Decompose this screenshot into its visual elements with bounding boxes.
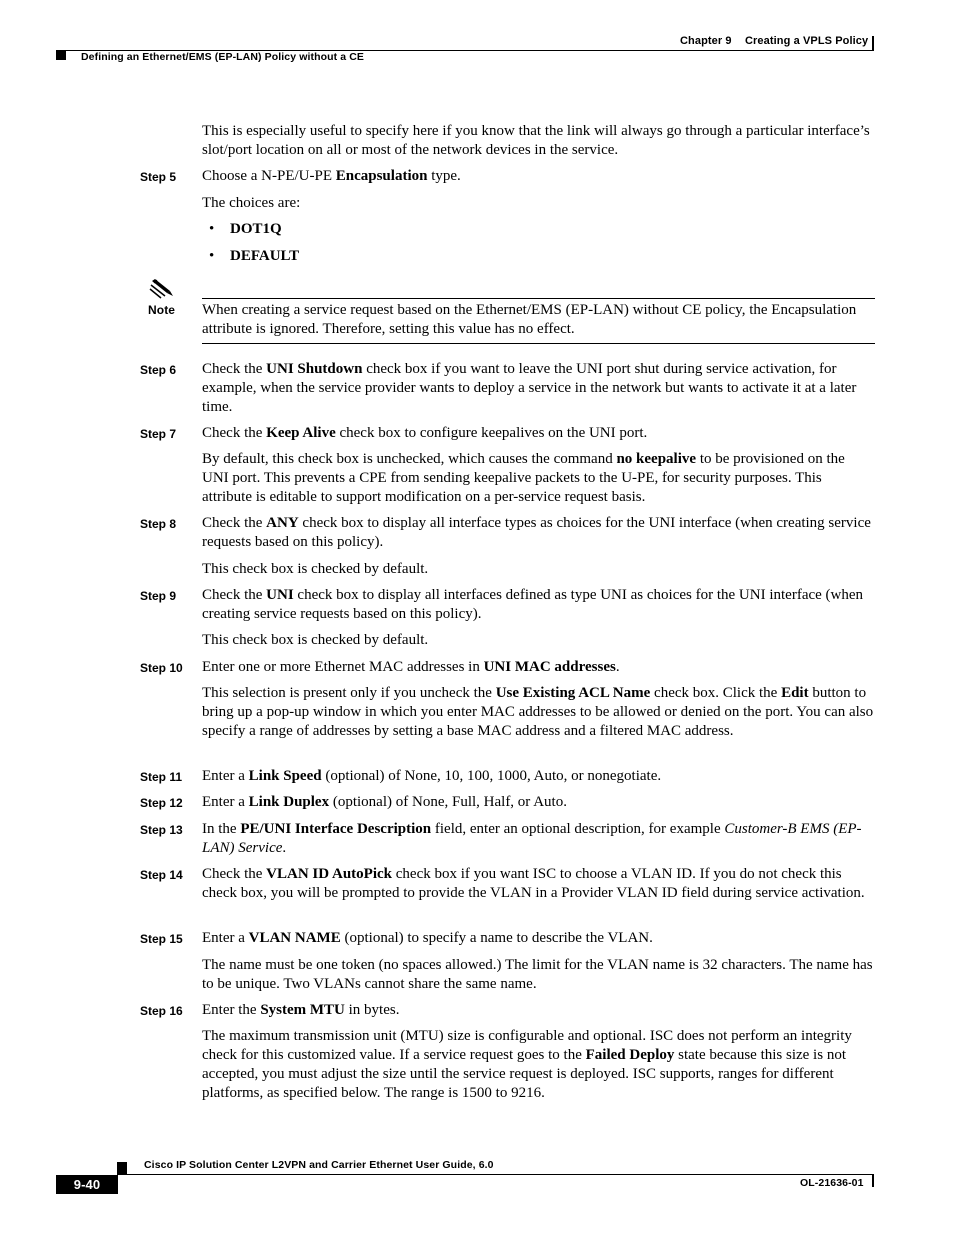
footer-right-tick [872,1175,874,1187]
step-6-text: Check the UNI Shutdown check box if you want to leave the UNI port shut during service activation, for example, when the service provider wants to deploy a service in the network but wants to activate it at a later time. [202,361,857,415]
step-14-label: Step 14 [140,868,183,882]
step-5-text: Choose a N-PE/U-PE Encapsulation type. [202,168,461,184]
intro-paragraph: This is especially useful to specify here if you know that the link will always go through a particular interface’s slot/port location on all or most of the network devices in the service. [202,123,870,158]
step-11-label: Step 11 [140,770,183,784]
step-9-text: Check the UNI check box to display all interfaces defined as type UNI as choices for the UNI interface (when creating service requests based on this policy). [202,587,864,622]
note-bottom-rule [202,343,875,344]
bullet-dot: • [209,221,215,237]
note-label: Note [148,303,176,317]
note-text: When creating a service request based on the Ethernet/EMS (EP-LAN) without CE policy, the Encapsulation attribute is ignored. Therefore, setting this value has no effect. [202,302,857,337]
step-16-sub: The maximum transmission unit (MTU) size is configurable and optional. ISC does not perform an integrity check for this customized value. If a service request goes to the Failed Deploy state because this size is not accepted, you must adjust the size until the service request is deployed. ISC supports, ranges for different platforms, as specified below. The range is 1500 to 9216. [202,1028,852,1101]
header-chapter: Chapter 9 [680,35,732,47]
page-number: 9-40 [56,1175,118,1194]
header-section: Defining an Ethernet/EMS (EP-LAN) Policy without a CE [81,51,364,63]
step-5-sub: The choices are: [202,195,301,211]
step-7-text: Check the Keep Alive check box to configure keepalives on the UNI port. [202,425,648,441]
note-pencil-icon [149,277,177,299]
step-12-text: Enter a Link Duplex (optional) of None, Full, Half, or Auto. [202,794,567,810]
step-9-label: Step 9 [140,589,177,603]
header-right-tick [872,36,874,50]
footer-square [117,1162,127,1174]
choice-dot1q: DOT1Q [230,221,282,237]
step-15-text: Enter a VLAN NAME (optional) to specify a name to describe the VLAN. [202,930,653,946]
step-8-text: Check the ANY check box to display all interface types as choices for the UNI interface (when creating service requests based on this policy). [202,515,871,550]
header-square [56,51,66,60]
step-8-sub: This check box is checked by default. [202,561,429,577]
choice-default: DEFAULT [230,248,300,264]
step-13-text: In the PE/UNI Interface Description field, enter an optional description, for example Customer-B EMS (EP-LAN) Service. [202,821,862,856]
step-11-text: Enter a Link Speed (optional) of None, 10, 100, 1000, Auto, or nonegotiate. [202,768,662,784]
footer-doc-id: OL-21636-01 [800,1177,864,1189]
header-chapter-title: Creating a VPLS Policy [745,35,869,47]
step-6-label: Step 6 [140,363,177,377]
step-8-label: Step 8 [140,517,177,531]
step-12-label: Step 12 [140,796,183,810]
step-7-label: Step 7 [140,427,177,441]
footer-guide-title: Cisco IP Solution Center L2VPN and Carrier Ethernet User Guide, 6.0 [144,1159,494,1171]
step-14-text: Check the VLAN ID AutoPick check box if you want ISC to choose a VLAN ID. If you do not check this check box, you will be prompted to provide the VLAN in a Provider VLAN ID field during service activation. [202,866,865,901]
bullet-dot: • [209,248,215,264]
step-16-text: Enter the System MTU in bytes. [202,1002,400,1018]
step-9-sub: This check box is checked by default. [202,632,429,648]
step-13-label: Step 13 [140,823,183,837]
step-10-label: Step 10 [140,661,183,675]
step-15-sub: The name must be one token (no spaces allowed.) The limit for the VLAN name is 32 characters. The name has to be unique. Two VLANs cannot share the same name. [202,957,873,992]
step-10-text: Enter one or more Ethernet MAC addresses in UNI MAC addresses. [202,659,620,675]
footer-rule [117,1174,874,1175]
step-15-label: Step 15 [140,932,183,946]
note-top-rule [202,298,875,299]
step-10-sub: This selection is present only if you uncheck the Use Existing ACL Name check box. Click the Edit button to bring up a pop-up window in which you enter MAC addresses to be allowed or denied on the port. You can also specify a range of addresses by setting a base MAC address and a filtered MAC address. [202,685,874,739]
step-7-sub: By default, this check box is unchecked, which causes the command no keepalive to be provisioned on the UNI port. This prevents a CPE from sending keepalive packets to the U-PE, for security purposes. This attribute is editable to support modification on a per-service request basis. [202,451,845,505]
step-5-label: Step 5 [140,170,177,184]
step-16-label: Step 16 [140,1004,183,1018]
